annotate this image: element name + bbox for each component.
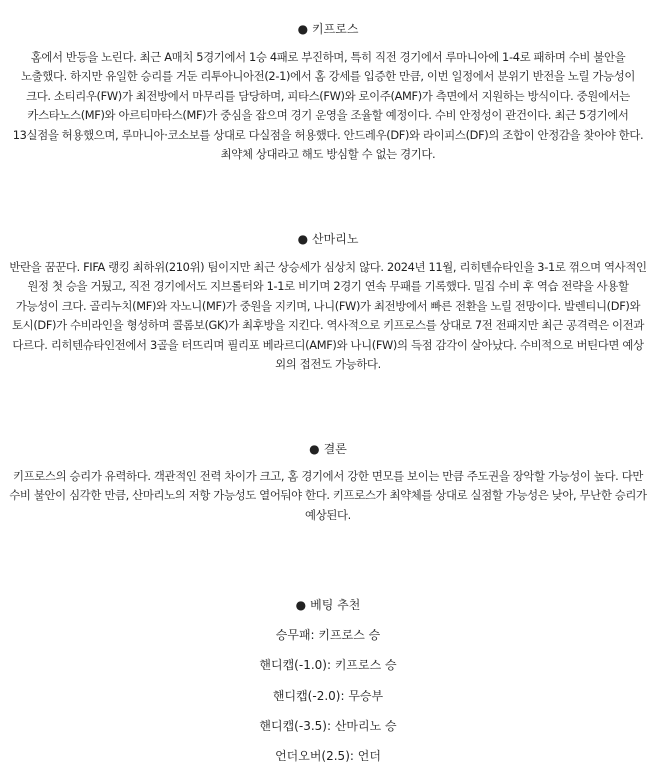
section-paragraph-conclusion: 키프로스의 승리가 유력하다. 객관적인 전력 차이가 크고, 홈 경기에서 강한 면모를 보이는 만큼 주도권을 장악할 가능성이 높다. 다만 수비 불안이 심각한 만큼, 산마리노의 저항 가능성도 열어둬야 한다. 키프로스가 최약체를 상대로 실점할 가능성은 낮아, 무난한 승리가 예상된다.	[9, 469, 647, 522]
section-paragraph-cyprus: 홈에서 반등을 노린다. 최근 A매치 5경기에서 1승 4패로 부진하며, 특히 직전 경기에서 루마니아에 1-4로 패하며 수비 불안을 노출했다. 하지만 유일한 승리를 거둔 리투아니아전(2-1)에서 홈 강세를 입증한 만큼, 이번 일정에서 분위기 반전을 노릴 가능성이 크다. 소티리우(FW)가 최전방에서 마무리를 담당하며, 피타스(FW)와 로이주(AMF)가 측면에서 지원하는 방식이다. 중원에서는 카스타노스(MF)와 아르티마타스(MF)가 중심을 잡으며 경기 운영을 조율할 예정이다. 수비 안정성이 관건이다. 최근 5경기에서 13실점을 허용했으며, 루마니아·코소보를 상대로 다실점을 허용했다. 안드레우(DF)와 라이피스(DF)의 조합이 안정감을 찾아야 한다. 최약체 상대라고 해도 방심할 수 없는 경기다.	[12, 50, 644, 162]
betting-tip: 핸디캡(-1.0): 키프로스 승	[259, 658, 397, 672]
bullet-icon: ●	[297, 22, 309, 36]
bullet-icon: ●	[295, 598, 307, 612]
betting-tip: 핸디캡(-2.0): 무승부	[272, 689, 384, 703]
section-title: 키프로스	[312, 22, 359, 36]
betting-tip: 승무패: 키프로스 승	[275, 628, 381, 642]
betting-tip: 핸디캡(-3.5): 산마리노 승	[259, 719, 397, 733]
bullet-icon: ●	[309, 442, 320, 456]
section-paragraph-san-marino: 반란을 꿈꾼다. FIFA 랭킹 최하위(210위) 팀이지만 최근 상승세가 심상치 않다. 2024년 11월, 리히텐슈타인을 3-1로 꺾으며 역사적인 원정 첫 승을 거뒀고, 직전 경기에서도 지브롤터와 1-1로 비기며 2경기 연속 무패를 기록했다. 밀집 수비 후 역습 전략을 사용할 가능성이 크다. 골리누치(MF)와 자노니(MF)가 중원을 지키며, 나니(FW)가 최전방에서 빠른 전환을 노릴 전망이다. 발렌티니(DF)와 토시(DF)가 수비라인을 형성하며 콜롬보(GK)가 최후방을 지킨다. 역사적으로 키프로스를 상대로 7전 전패지만 최근 공격력은 이전과 다르다. 리히텐슈타인전에서 3골을 터뜨리며 필리포 베라르디(AMF)와 나니(FW)의 득점 감각이 살아났다. 수비적으로 버틴다면 예상 외의 접전도 가능하다.	[9, 260, 647, 372]
section-title: 베팅 추천	[310, 598, 361, 612]
section-heading-cyprus	[0, 21, 656, 37]
bullet-icon: ●	[297, 232, 309, 246]
betting-tip: 언더오버(2.5): 언더	[275, 749, 381, 763]
section-heading-san-marino	[0, 231, 656, 247]
section-heading-conclusion	[0, 441, 656, 457]
section-heading-betting	[0, 597, 656, 613]
section-title: 결론	[323, 442, 347, 456]
section-title: 산마리노	[312, 232, 359, 246]
